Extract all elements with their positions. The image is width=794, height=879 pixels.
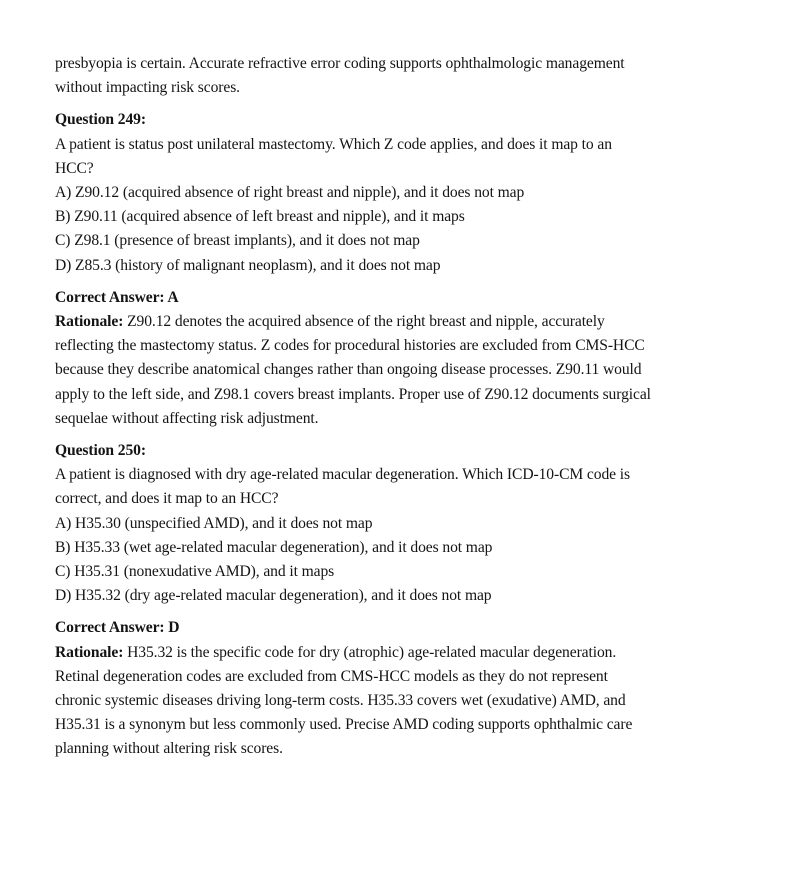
question-250-option-a: A) H35.30 (unspecified AMD), and it does not map <box>55 514 373 532</box>
question-249-heading: Question 249: <box>55 111 146 129</box>
question-250-rationale <box>55 641 755 665</box>
question-250-stem: A patient is diagnosed with dry age-related macular degeneration. Which ICD-10-CM code is <box>55 466 630 484</box>
question-250-rationale: planning without altering risk scores. <box>55 740 283 758</box>
question-249-rationale: because they describe anatomical changes rather than ongoing disease processes. Z90.11 would <box>55 361 642 379</box>
question-249-option-a: A) Z90.12 (acquired absence of right breast and nipple), and it does not map <box>55 184 525 202</box>
question-250-option-d: D) H35.32 (dry age-related macular degeneration), and it does not map <box>55 587 492 605</box>
question-250-stem: correct, and does it map to an HCC? <box>55 490 279 508</box>
intro-line: presbyopia is certain. Accurate refractive error coding supports ophthalmologic management <box>55 55 625 72</box>
question-249-stem: A patient is status post unilateral mastectomy. Which Z code applies, and does it map to an <box>55 135 612 153</box>
intro-line: without impacting risk scores. <box>55 79 240 97</box>
question-250-answer: Correct Answer: D <box>55 619 180 637</box>
question-250-rationale: Retinal degeneration codes are excluded from CMS-HCC models as they do not represent <box>55 667 608 685</box>
question-249-rationale: apply to the left side, and Z98.1 covers breast implants. Proper use of Z90.12 documents surgical <box>55 385 651 403</box>
question-249-rationale: sequelae without affecting risk adjustment. <box>55 409 319 427</box>
rationale-text: H35.32 is the specific code for dry (atrophic) age-related macular degeneration. <box>123 643 617 661</box>
document-page <box>55 52 755 762</box>
question-250-rationale: chronic systemic diseases driving long-term costs. H35.33 covers wet (exudative) AMD, and <box>55 692 626 710</box>
question-249-rationale: reflecting the mastectomy status. Z codes for procedural histories are excluded from CMS-HCC <box>55 337 645 355</box>
question-250-rationale: H35.31 is a synonym but less commonly used. Precise AMD coding supports ophthalmic care <box>55 716 633 734</box>
question-249-answer: Correct Answer: A <box>55 288 179 306</box>
question-249-option-c: C) Z98.1 (presence of breast implants), and it does not map <box>55 232 420 250</box>
rationale-label: Rationale: <box>55 643 124 661</box>
question-250-option-c: C) H35.31 (nonexudative AMD), and it maps <box>55 563 335 581</box>
question-249-rationale <box>55 310 755 334</box>
question-249-option-b: B) Z90.11 (acquired absence of left breast and nipple), and it maps <box>55 208 465 226</box>
question-249-stem: HCC? <box>55 159 94 177</box>
question-250-option-b: B) H35.33 (wet age-related macular degeneration), and it does not map <box>55 538 493 556</box>
rationale-label: Rationale: <box>55 313 124 331</box>
question-250-heading: Question 250: <box>55 442 146 460</box>
rationale-text: Z90.12 denotes the acquired absence of the right breast and nipple, accurately <box>123 313 605 331</box>
question-249-option-d: D) Z85.3 (history of malignant neoplasm), and it does not map <box>55 256 441 274</box>
